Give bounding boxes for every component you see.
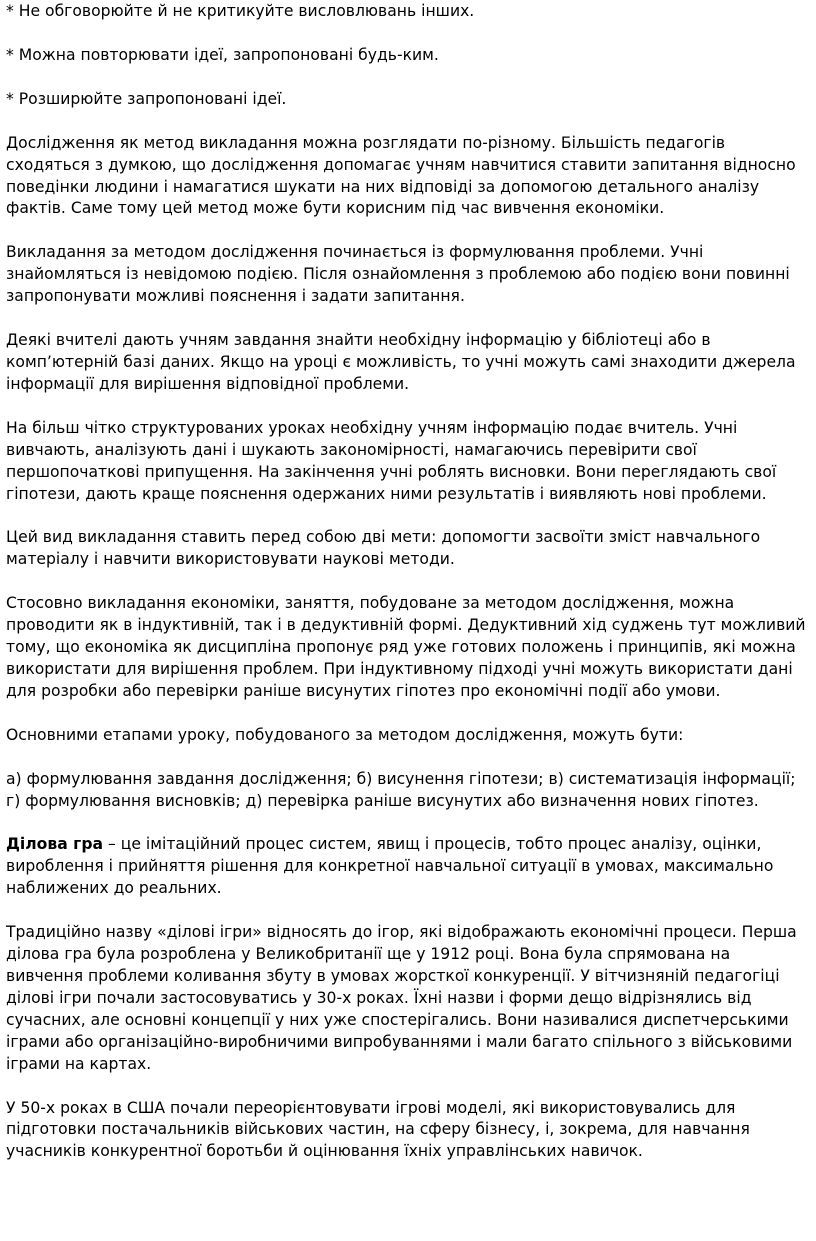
paragraph-problem-formulation: Викладання за методом дослідження починається із формулювання проблеми. Учні знайомляться із невідомою подією. Після ознайомлення з проблемою або подією вони повинні запропонувати можливі пояснення і задати запитання. [6, 243, 790, 306]
paragraph-structured-lessons: На більш чітко структурованих уроках необхідну учням інформацію подає вчитель. Учні вивчають, аналізують дані і шукають закономірності, намагаючись перевірити свої першопочаткові припущення. На закінчення учні роблять висновки. Вони переглядають свої гіпотези, дають краще пояснення одержаних ними результатів і виявляють нові проблеми. [6, 418, 777, 503]
paragraph-inductive-deductive: Стосовно викладання економіки, заняття, побудоване за методом дослідження, можна проводити як в індуктивній, так і в дедуктивній формі. Дедуктивний хід суджень тут можливий тому, що економіка як дисципліна пропонує ряд уже готових положень і принципів, які можна використати для вирішення проблем. При індуктивному підході учні можуть використати дані для розробки або перевірки раніше висунутих гіпотез про економічні події або умови. [6, 594, 806, 700]
rule-expand-ideas: * Розширюйте запропоновані ідеї. [6, 89, 287, 108]
rule-repeat-ideas: * Можна повторювати ідеї, запропоновані будь-ким. [6, 45, 439, 64]
paragraph-lesson-stages-list: а) формулювання завдання дослідження; б) висунення гіпотези; в) систематизація інформації; г) формулювання висновків; д) перевірка раніше висунутих або визначення нових гіпотез. [6, 769, 796, 810]
business-game-definition-text: – це імітаційний процес систем, явищ і процесів, тобто процес аналізу, оцінки, вироблення і прийняття рішення для конкретної навчальної ситуації в умовах, максимально наближених до реальних. [6, 835, 774, 898]
paragraph-research-method: Дослідження як метод викладання можна розглядати по-різному. Більшість педагогів сходяться з думкою, що дослідження допомагає учням навчитися ставити запитання відносно поведінки людини і намагатися шукати на них відповіді за допомогою детального аналізу фактів. Саме тому цей метод може бути корисним під час вивчення економіки. [6, 133, 796, 218]
paragraph-business-game-history: Традиційно назву «ділові ігри» відносять до ігор, які відображають економічні процеси. Перша ділова гра була розроблена у Великобританії ще у 1912 році. Вона була спрямована на вивчення проблеми коливання збуту в умовах жорсткої конкуренції. У вітчизняній педагогіці ділові ігри почали застосовуватись у 30-х роках. Їхні назви і форми дещо відрізнялись від сучасних, але основні концепції у них уже спостерігались. Вони називалися диспетчерськими іграми або організаційно-виробничими випробуваннями і мали багато спільного з військовими іграми на картах. [6, 923, 797, 1073]
paragraph-business-game-definition [6, 834, 812, 900]
paragraph-lesson-stages-intro: Основними етапами уроку, побудованого за методом дослідження, можуть бути: [6, 725, 684, 744]
paragraph-information-search: Деякі вчителі дають учням завдання знайти необхідну інформацію у бібліотеці або в комп’ютерній базі даних. Якщо на уроці є можливість, то учні можуть самі знаходити джерела інформації для вирішення відповідної проблеми. [6, 331, 796, 393]
business-game-term: Ділова гра [6, 835, 104, 854]
paragraph-two-goals: Цей вид викладання ставить перед собою дві мети: допомогти засвоїти зміст навчального матеріалу і навчити використовувати наукові методи. [6, 528, 761, 569]
paragraph-usa-1950s: У 50-х роках в США почали переорієнтовувати ігрові моделі, які використовувались для підготовки постачальників військових частин, на сферу бізнесу, і, зокрема, для навчання учасників конкурентної боротьби й оцінювання їхніх управлінських навичок. [6, 1098, 750, 1161]
rule-no-criticism: * Не обговорюйте й не критикуйте висловлювань інших. [6, 2, 475, 20]
